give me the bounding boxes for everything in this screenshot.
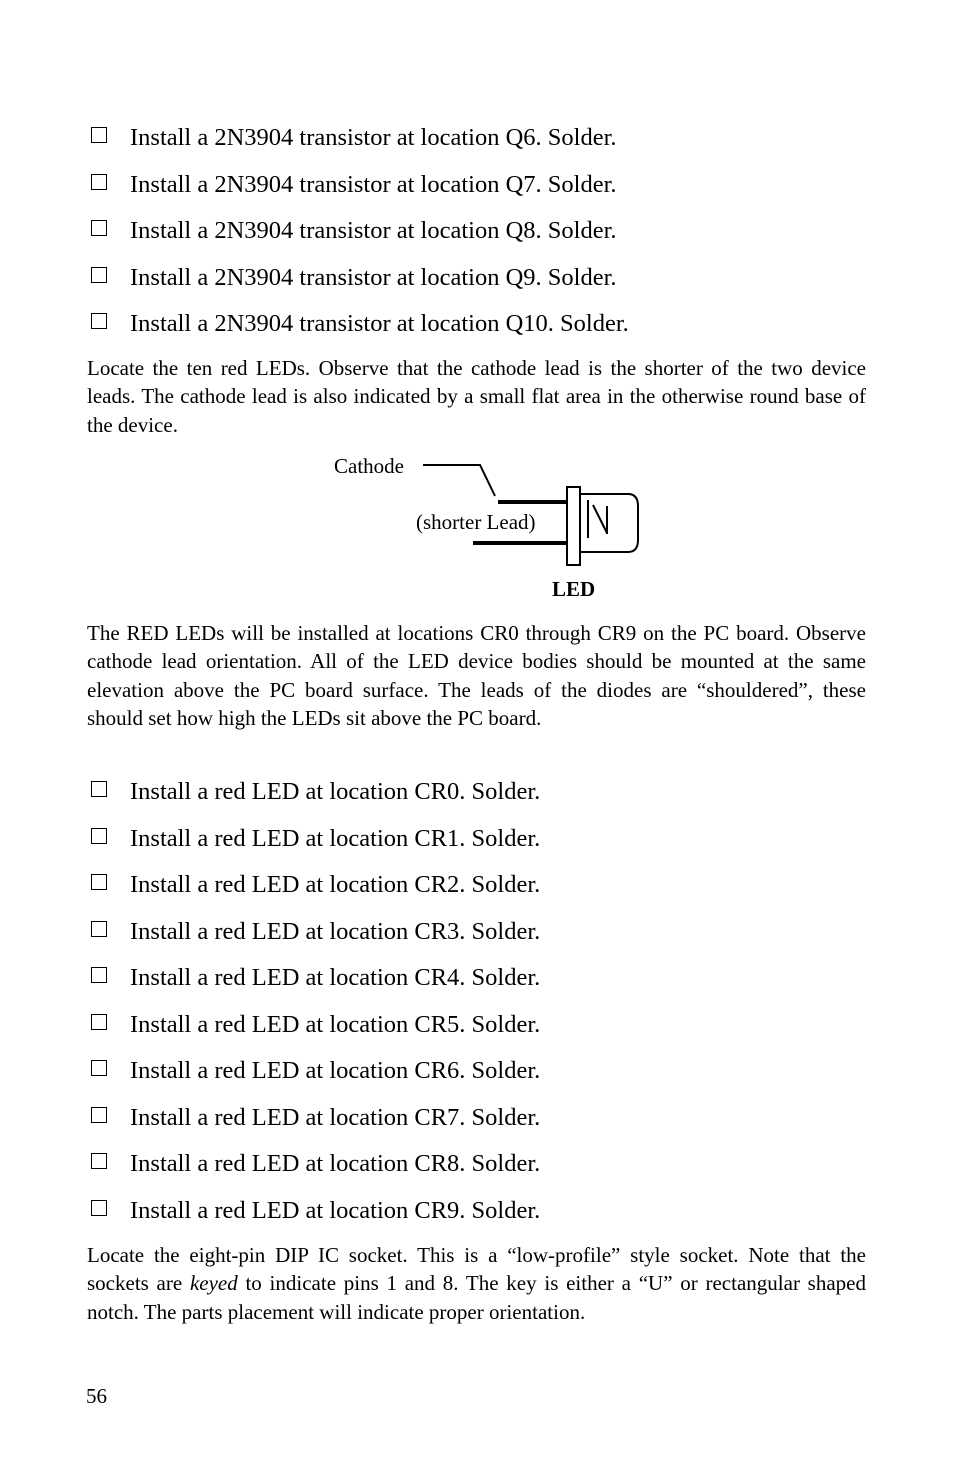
checklist-text: Install a red LED at location CR1. Solder.	[130, 824, 541, 852]
checkbox[interactable]	[91, 967, 107, 983]
led-intro-paragraph: Locate the ten red LEDs. Observe that the cathode lead is the shorter of the two device leads. The cathode lead is also indicated by a small flat area in the otherwise round base of the device.	[87, 356, 866, 437]
checklist-item	[88, 1188, 878, 1235]
checkbox[interactable]	[91, 1107, 107, 1123]
checkbox[interactable]	[91, 267, 107, 283]
checklist-item	[88, 955, 878, 1002]
led-checklist	[88, 769, 878, 1234]
socket-text-emphasis: keyed	[189, 1271, 238, 1296]
checklist-item	[88, 301, 878, 348]
checklist-item	[88, 816, 878, 863]
checkbox[interactable]	[91, 828, 107, 844]
checkbox[interactable]	[91, 220, 107, 236]
led-caption: LED	[552, 577, 596, 601]
checkbox[interactable]	[91, 174, 107, 190]
checklist-item	[88, 862, 878, 909]
socket-text-part1: Locate the eight-pin DIP IC socket. This is a “low-profile” style socket. Note that the sockets are	[87, 1243, 866, 1296]
page-number: 56	[86, 1384, 107, 1408]
socket-text-part2: to indicate pins 1 and 8. The key is either a “U” or rectangular shaped notch. The parts placement will indicate proper orientation.	[87, 1271, 866, 1324]
checklist-item	[88, 1002, 878, 1049]
checklist-text: Install a red LED at location CR6. Solder.	[130, 1057, 541, 1085]
checklist-item	[88, 1141, 878, 1188]
led-diagram	[320, 450, 660, 610]
cathode-pointer-line	[423, 465, 495, 496]
checkbox[interactable]	[91, 313, 107, 329]
checklist-text: Install a 2N3904 transistor at location Q9. Solder.	[130, 263, 617, 291]
checklist-text: Install a 2N3904 transistor at location Q6. Solder.	[130, 124, 617, 152]
checklist-item	[88, 255, 878, 302]
checklist-text: Install a red LED at location CR8. Solder.	[130, 1150, 541, 1178]
socket-paragraph	[87, 1241, 866, 1326]
checklist-text: Install a red LED at location CR3. Solder.	[130, 917, 541, 945]
checklist-item	[88, 1095, 878, 1142]
checklist-item	[88, 208, 878, 255]
checkbox[interactable]	[91, 1153, 107, 1169]
checklist-item	[88, 769, 878, 816]
checkbox[interactable]	[91, 1200, 107, 1216]
transistor-checklist	[88, 115, 878, 348]
led-install-paragraph: The RED LEDs will be installed at locations CR0 through CR9 on the PC board. Observe cathode lead orientation. All of the LED device bodies should be mounted at the same elevation above the PC board surface. The leads of the diodes are “shouldered”, these should set how high the LEDs sit above the PC board.	[87, 621, 866, 731]
checkbox[interactable]	[91, 781, 107, 797]
checklist-text: Install a 2N3904 transistor at location Q10. Solder.	[130, 310, 629, 338]
checklist-item	[88, 115, 878, 162]
checklist-item	[88, 162, 878, 209]
checklist-item	[88, 909, 878, 956]
checklist-text: Install a 2N3904 transistor at location Q8. Solder.	[130, 217, 617, 245]
checklist-item	[88, 1048, 878, 1095]
checkbox[interactable]	[91, 1060, 107, 1076]
checkbox[interactable]	[91, 1014, 107, 1030]
checkbox[interactable]	[91, 127, 107, 143]
checklist-text: Install a red LED at location CR4. Solder.	[130, 964, 541, 992]
checklist-text: Install a red LED at location CR7. Solder.	[130, 1103, 541, 1131]
cathode-label: Cathode	[334, 454, 404, 478]
led-flange	[567, 487, 580, 565]
checkbox[interactable]	[91, 921, 107, 937]
lead-label: (shorter Lead)	[416, 510, 536, 534]
checklist-text: Install a red LED at location CR2. Solder.	[130, 871, 541, 899]
checklist-text: Install a red LED at location CR9. Solder.	[130, 1196, 541, 1224]
checklist-text: Install a red LED at location CR5. Solder.	[130, 1010, 541, 1038]
checklist-text: Install a red LED at location CR0. Solder.	[130, 778, 541, 806]
checklist-text: Install a 2N3904 transistor at location Q7. Solder.	[130, 170, 617, 198]
checkbox[interactable]	[91, 874, 107, 890]
